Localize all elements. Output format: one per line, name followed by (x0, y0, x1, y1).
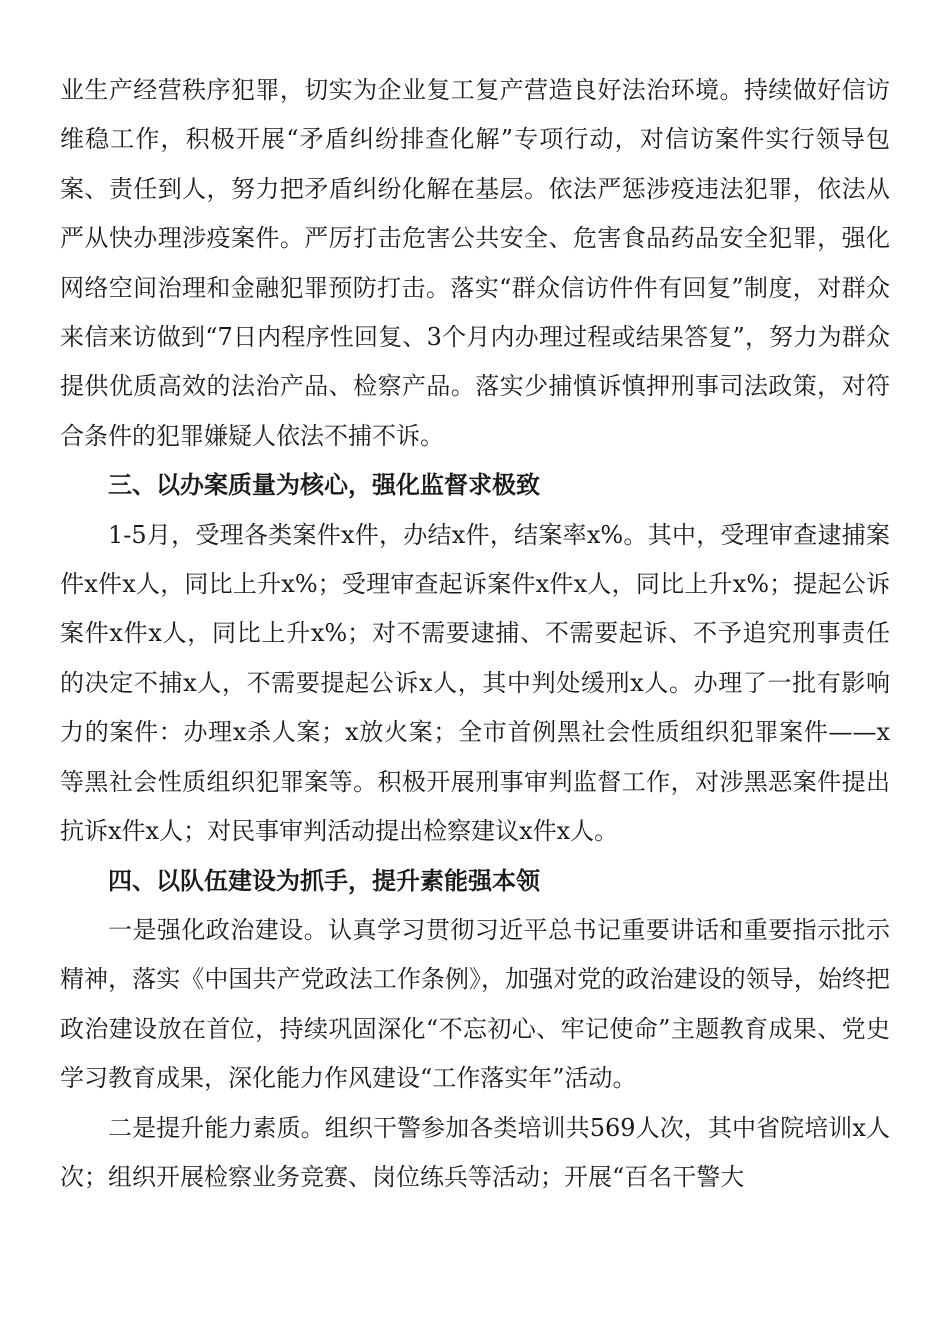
paragraph-continued: 业生产经营秩序犯罪，切实为企业复工复产营造良好法治环境。持续做好信访维稳工作，积极开展“矛盾纠纷排查化解”专项行动，对信访案件实行领导包案、责任到人，努力把矛盾纠纷化解在基层。依法严惩涉疫违法犯罪，依法从严从快办理涉疫案件。严厉打击危害公共安全、危害食品药品安全犯罪，强化网络空间治理和金融犯罪预防打击。落实“群众信访件件有回复”制度，对群众来信来访做到“7日内程序性回复、3个月内办理过程或结果答复”，努力为群众提供优质高效的法治产品、检察产品。落实少捕慎诉慎押刑事司法政策，对符合条件的犯罪嫌疑人依法不捕不诉。 (60, 76, 890, 450)
document-body (60, 66, 890, 1202)
section-heading-4: 四、以队伍建设为抓手，提升素能强本领 (108, 866, 540, 895)
section-heading-3: 三、以办案质量为核心，强化监督求极致 (108, 471, 540, 500)
paragraph-political-building: 一是强化政治建设。认真学习贯彻习近平总书记重要讲话和重要指示批示精神，落实《中国共产党政法工作条例》，加强对党的政治建设的领导，始终把政治建设放在首位，持续巩固深化“不忘初心、牢记使命”主题教育成果、党史学习教育成果，深化能力作风建设“工作落实年”活动。 (60, 915, 890, 1093)
paragraph-capability: 二是提升能力素质。组织干警参加各类培训共569人次，其中省院培训x人次；组织开展检察业务竞赛、岗位练兵等活动；开展“百名干警大 (60, 1113, 890, 1191)
paragraph-case-statistics: 1-5月，受理各类案件x件，办结x件，结案率x%。其中，受理审查逮捕案件x件x人，同比上升x%；受理审查起诉案件x件x人，同比上升x%；提起公诉案件x件x人，同比上升x%；对不需要逮捕、不需要起诉、不予追究刑事责任的决定不捕x人，不需要提起公诉x人，其中判处缓刑x人。办理了一批有影响力的案件：办理x杀人案；x放火案；全市首例黑社会性质组织犯罪案件——x等黑社会性质组织犯罪案等。积极开展刑事审判监督工作，对涉黑恶案件提出抗诉x件x人；对民事审判活动提出检察建议x件x人。 (60, 520, 890, 846)
